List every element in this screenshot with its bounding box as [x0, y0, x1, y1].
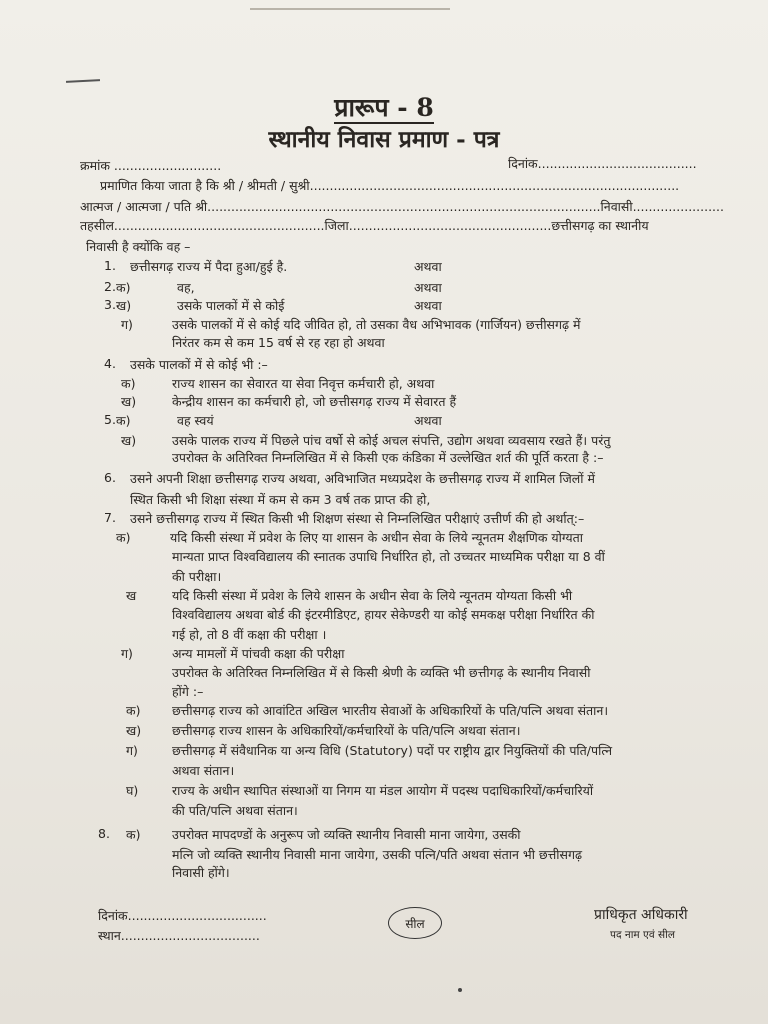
clause-text: होंगे :–	[172, 684, 204, 699]
clause-number: 5.	[104, 412, 116, 427]
clause-text: उपरोक्त के अतिरिक्त निम्नलिखित में से किसी श्रेणी के व्यक्ति भी छत्तीगढ़ के स्थानीय निवासी	[172, 665, 591, 680]
clause-sub-label: ख)	[121, 433, 137, 448]
page-edge	[250, 0, 450, 10]
clause-text: राज्य के अधीन स्थापित संस्थाओं या निगम या मंडल आयोग में पदस्थ पदाधिकारियों/कर्मचारियों	[172, 783, 594, 798]
pen-mark	[66, 79, 100, 83]
clause-or-label: अथवा	[414, 413, 442, 428]
certify-line: प्रमाणित किया जाता है कि श्री / श्रीमती / सुश्री.............................................................................................	[100, 178, 680, 193]
clause-text: स्थित किसी भी शिक्षा संस्था में कम से कम 3 वर्ष तक प्राप्त की हो,	[130, 492, 431, 507]
authority-sub: पद नाम एवं सील	[610, 929, 675, 941]
clause-text: वह,	[177, 280, 195, 295]
clause-text: उपरोक्त मापदण्डों के अनुरूप जो व्यक्ति स्थानीय निवासी माना जायेगा, उसकी	[172, 827, 521, 842]
clause-text: उसने अपनी शिक्षा छत्तीसगढ़ राज्य अथवा, अविभाजित मध्यप्रदेश के छत्तीसगढ़ राज्य में शामिल जिलों में	[130, 471, 595, 486]
clause-text: मत्नि जो व्यक्ति स्थानीय निवासी माना जायेगा, उसकी पत्नि/पति अथवा संतान भी छत्तीसगढ़	[172, 847, 583, 862]
clause-sub-label: क)	[121, 376, 136, 391]
clause-sub-label: क)	[116, 280, 131, 295]
clause-text: विश्वविद्यालय अथवा बोर्ड की इंटरमीडिएट, हायर सेकेण्डरी या कोई समकक्ष परीक्षा निर्धारित की	[172, 607, 595, 622]
clause-text: उसके पालकों में से कोई भी :–	[130, 357, 268, 372]
clause-or-label: अथवा	[414, 298, 442, 313]
clause-text: उसके पालकों में से कोई यदि जीवित हो, तो उसका वैध अभिभावक (गार्जियन) छत्तीसगढ़ में	[172, 317, 581, 332]
serial-field: क्रमांक ...........................	[80, 158, 222, 173]
clause-text: छत्तीसगढ़ राज्य शासन के अधिकारियों/कर्मचारियों के पति/पत्नि अथवा संतान।	[172, 723, 521, 738]
footer-date: दिनांक...................................	[98, 908, 267, 923]
ink-dot	[458, 988, 462, 992]
clause-text: अन्य मामलों में पांचवी कक्षा की परीक्षा	[172, 646, 345, 661]
clause-text: मान्यता प्राप्त विश्वविद्यालय की स्नातक उपाधि निर्धारित हो, तो उच्चतर माध्यमिक परीक्षा या 8 वीं	[172, 549, 605, 564]
clause-number: 8.	[98, 826, 110, 841]
parent-line: आत्मज / आत्मजा / पति श्री...................................................................................................निवासी.......................	[80, 199, 724, 214]
clause-or-label: अथवा	[414, 259, 442, 274]
clause-number: 7.	[104, 510, 116, 525]
clause-sub-label: ख	[126, 588, 137, 603]
clause-number: 6.	[104, 470, 116, 485]
clause-text: यदि किसी संस्था में प्रवेश के लिए या शासन के अधीन सेवा के लिये न्यूनतम शैक्षणिक योग्यता	[170, 530, 584, 545]
date-field-top: दिनांक........................................	[508, 156, 697, 171]
clause-text: उसके पालकों में से कोई	[177, 298, 285, 313]
clause-sub-label: ख)	[121, 394, 137, 409]
clause-text: की परीक्षा।	[172, 569, 222, 584]
clause-sub-label: क)	[126, 827, 141, 842]
clause-sub-label: ग)	[126, 743, 138, 758]
clause-number: 4.	[104, 356, 116, 371]
tehsil-line: तहसील.....................................................जिला...................................................छत्तीसगढ़ का स्थानीय	[80, 218, 649, 233]
clause-text: छत्तीसगढ़ राज्य को आवांटित अखिल भारतीय सेवाओं के अधिकारियों के पति/पत्नि अथवा संतान।	[172, 703, 609, 718]
clause-number: 2.	[104, 279, 116, 294]
clause-text: राज्य शासन का सेवारत या सेवा निवृत्त कर्मचारी हो, अथवा	[172, 376, 435, 391]
clause-sub-label: ख)	[116, 298, 132, 313]
seal-stamp: सील	[388, 907, 442, 939]
clause-text: यदि किसी संस्था में प्रवेश के लिये शासन के अधीन सेवा के लिये न्यूनतम योग्यता किसी भी	[172, 588, 573, 603]
clause-text: उसने छत्तीसगढ़ राज्य में स्थित किसी भी शिक्षण संस्था से निम्नलिखित परीक्षाएं उत्तीर्ण की हो अर्थात्:–	[130, 511, 585, 526]
clause-sub-label: ग)	[121, 317, 133, 332]
clause-text: छत्तीसगढ़ में संवैधानिक या अन्य विधि (Statutory) पदों पर राष्ट्रीय द्वार नियुक्तियों की पति/पत्नि	[172, 743, 613, 758]
clause-sub-label: ग)	[121, 646, 133, 661]
document-title: स्थानीय निवास प्रमाण - पत्र	[268, 126, 500, 153]
clause-text: निवासी होंगे।	[172, 865, 230, 880]
clause-or-label: अथवा	[414, 280, 442, 295]
clause-text: केन्द्रीय शासन का कर्मचारी हो, जो छत्तीसगढ़ राज्य में सेवारत हैं	[172, 394, 457, 409]
clause-sub-label: घ)	[126, 783, 139, 798]
clause-text: अथवा संतान।	[172, 763, 235, 778]
clause-number: 3.	[104, 297, 116, 312]
clause-text: उपरोक्त के अतिरिक्त निम्नलिखित में से किसी एक कंडिका में उल्लेखित शर्त की पूर्ति करता है :–	[172, 450, 604, 465]
clause-text: गई हो, तो 8 वीं कक्षा की परीक्षा ।	[172, 627, 327, 642]
resident-because: निवासी है क्योंकि वह –	[86, 239, 191, 254]
clause-text: उसके पालक राज्य में पिछले पांच वर्षो से कोई अचल संपत्ति, उद्योग अथवा व्यवसाय रखते हैं। परंतु	[172, 433, 611, 448]
clause-text: निरंतर कम से कम 15 वर्ष से रह रहा हो अथवा	[172, 335, 385, 350]
clause-text: छत्तीसगढ़ राज्य में पैदा हुआ/हुई है.	[130, 259, 288, 274]
form-number: प्रारूप - 8	[334, 93, 434, 122]
clause-text: की पति/पत्नि अथवा संतान।	[172, 803, 298, 818]
clause-sub-label: क)	[116, 413, 131, 428]
clause-text: वह स्वयं	[177, 413, 214, 428]
clause-number: 1.	[104, 258, 116, 273]
clause-sub-label: क)	[116, 530, 131, 545]
clause-sub-label: क)	[126, 703, 141, 718]
clause-sub-label: ख)	[126, 723, 142, 738]
footer-place: स्थान...................................	[98, 928, 260, 943]
authority-label: प्राधिकृत अधिकारी	[594, 907, 688, 923]
